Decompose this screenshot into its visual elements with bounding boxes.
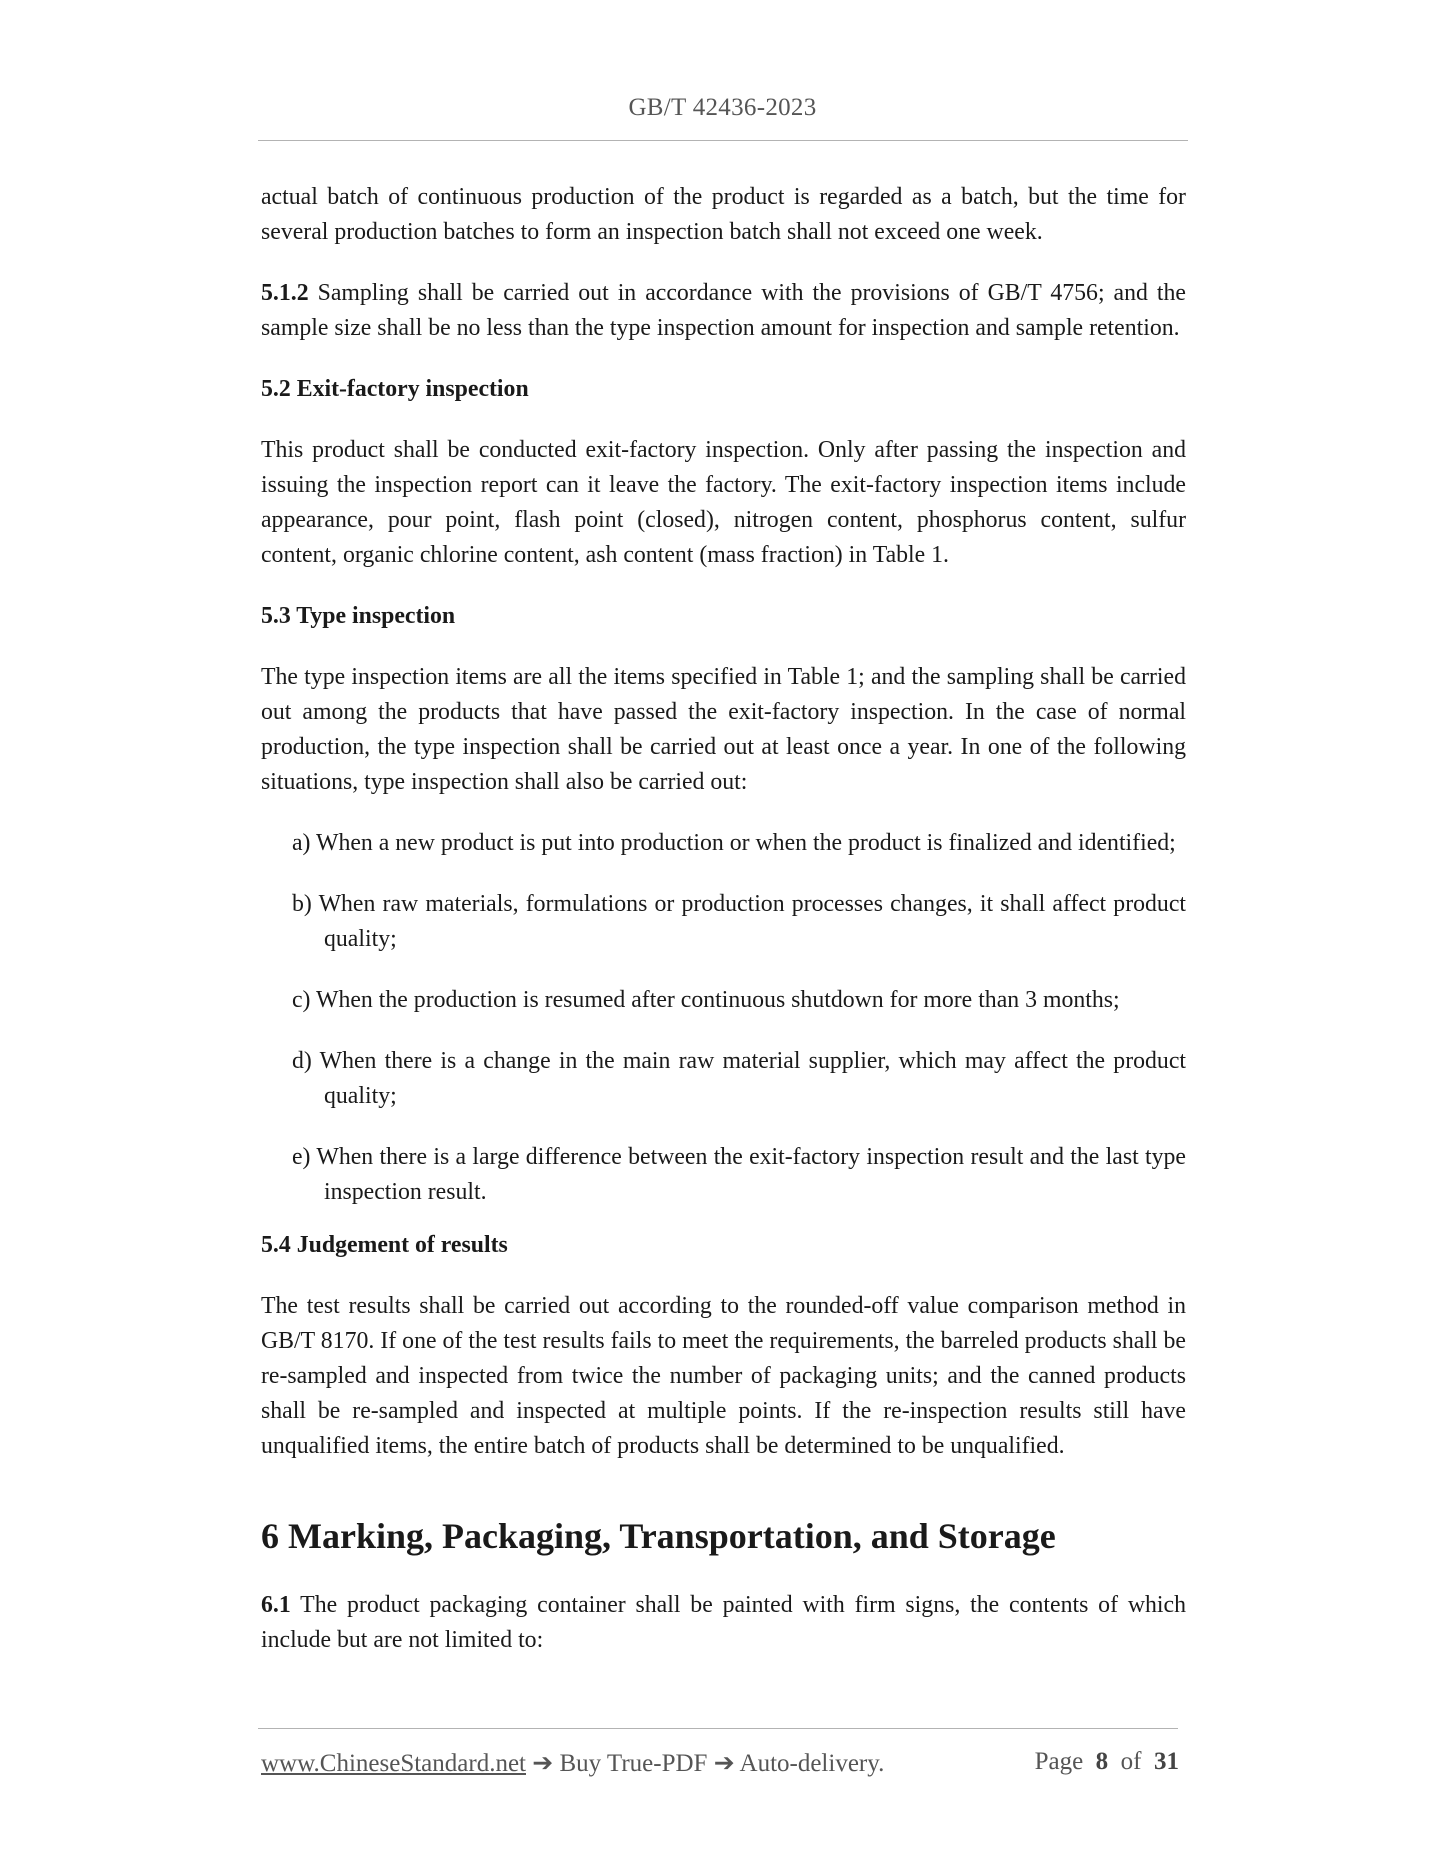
document-body <box>261 180 1186 1684</box>
arrow-icon: ➔ <box>707 1750 740 1777</box>
list-item-a: a) When a new product is put into production or when the product is finalized and identified; <box>292 830 1176 856</box>
arrow-icon: ➔ <box>526 1750 560 1777</box>
intro-paragraph: actual batch of continuous production of the product is regarded as a batch, but the time for several production batches to form an inspection batch shall not exceed one week. <box>261 184 1186 245</box>
site-link[interactable]: www.ChineseStandard.net <box>261 1750 526 1777</box>
clause-text: The product packaging container shall be painted with firm signs, the contents of which include but are not limited to: <box>261 1592 1186 1653</box>
section-5-3-paragraph: The type inspection items are all the items specified in Table 1; and the sampling shall be carried out among the products that have passed the exit-factory inspection. In the case of normal production, the type inspection shall be carried out at least once a year. In one of the following situations, type inspection shall also be carried out: <box>261 664 1186 795</box>
header-divider <box>258 140 1188 141</box>
page-header-title: GB/T 42436-2023 <box>628 94 817 121</box>
section-5-4-paragraph: The test results shall be carried out according to the rounded-off value comparison method in GB/T 8170. If one of the test results fails to meet the requirements, the barreled products shall be re-sampled and inspected from twice the number of packaging units; and the canned products shall be re-sampled and inspected at multiple points. If the re-inspection results still have unqualified items, the entire batch of products shall be determined to be unqualified. <box>261 1293 1186 1459</box>
footer-divider <box>258 1728 1178 1729</box>
of-label: of <box>1120 1748 1142 1775</box>
section-5-2-paragraph: This product shall be conducted exit-factory inspection. Only after passing the inspection and issuing the inspection report can it leave the factory. The exit-factory inspection items include appearance, pour point, flash point (closed), nitrogen content, phosphorus content, sulfur content, organic chlorine content, ash content (mass fraction) in Table 1. <box>261 437 1186 568</box>
section-heading-5-4: 5.4 Judgement of results <box>261 1232 508 1258</box>
clause-5-1-2 <box>261 276 1186 346</box>
list-item-c: c) When the production is resumed after continuous shutdown for more than 3 months; <box>292 987 1120 1013</box>
clause-text: Sampling shall be carried out in accordance with the provisions of GB/T 4756; and the sample size shall be no less than the type inspection amount for inspection and sample retention. <box>261 280 1186 341</box>
list-item-e: e) When there is a large difference between the exit-factory inspection result and the last type inspection result. <box>292 1144 1186 1205</box>
chapter-heading-6: 6 Marking, Packaging, Transportation, and Storage <box>261 1516 1056 1556</box>
clause-number: 5.1.2 <box>261 280 309 306</box>
page-counter <box>1035 1748 1179 1776</box>
clause-number: 6.1 <box>261 1592 291 1618</box>
total-pages: 31 <box>1154 1748 1179 1775</box>
clause-6-1 <box>261 1588 1186 1658</box>
page-label: Page <box>1034 1748 1084 1775</box>
buy-pdf-text: Buy True-PDF <box>559 1750 708 1777</box>
section-heading-5-2: 5.2 Exit-factory inspection <box>261 376 529 402</box>
current-page-number: 8 <box>1095 1748 1109 1775</box>
section-heading-5-3: 5.3 Type inspection <box>261 603 456 629</box>
footer-links <box>261 1748 884 1778</box>
list-item-b: b) When raw materials, formulations or production processes changes, it shall affect product quality; <box>292 891 1186 952</box>
list-item-d: d) When there is a change in the main raw material supplier, which may affect the product quality; <box>292 1048 1186 1109</box>
auto-delivery-text: Auto-delivery. <box>739 1750 885 1777</box>
